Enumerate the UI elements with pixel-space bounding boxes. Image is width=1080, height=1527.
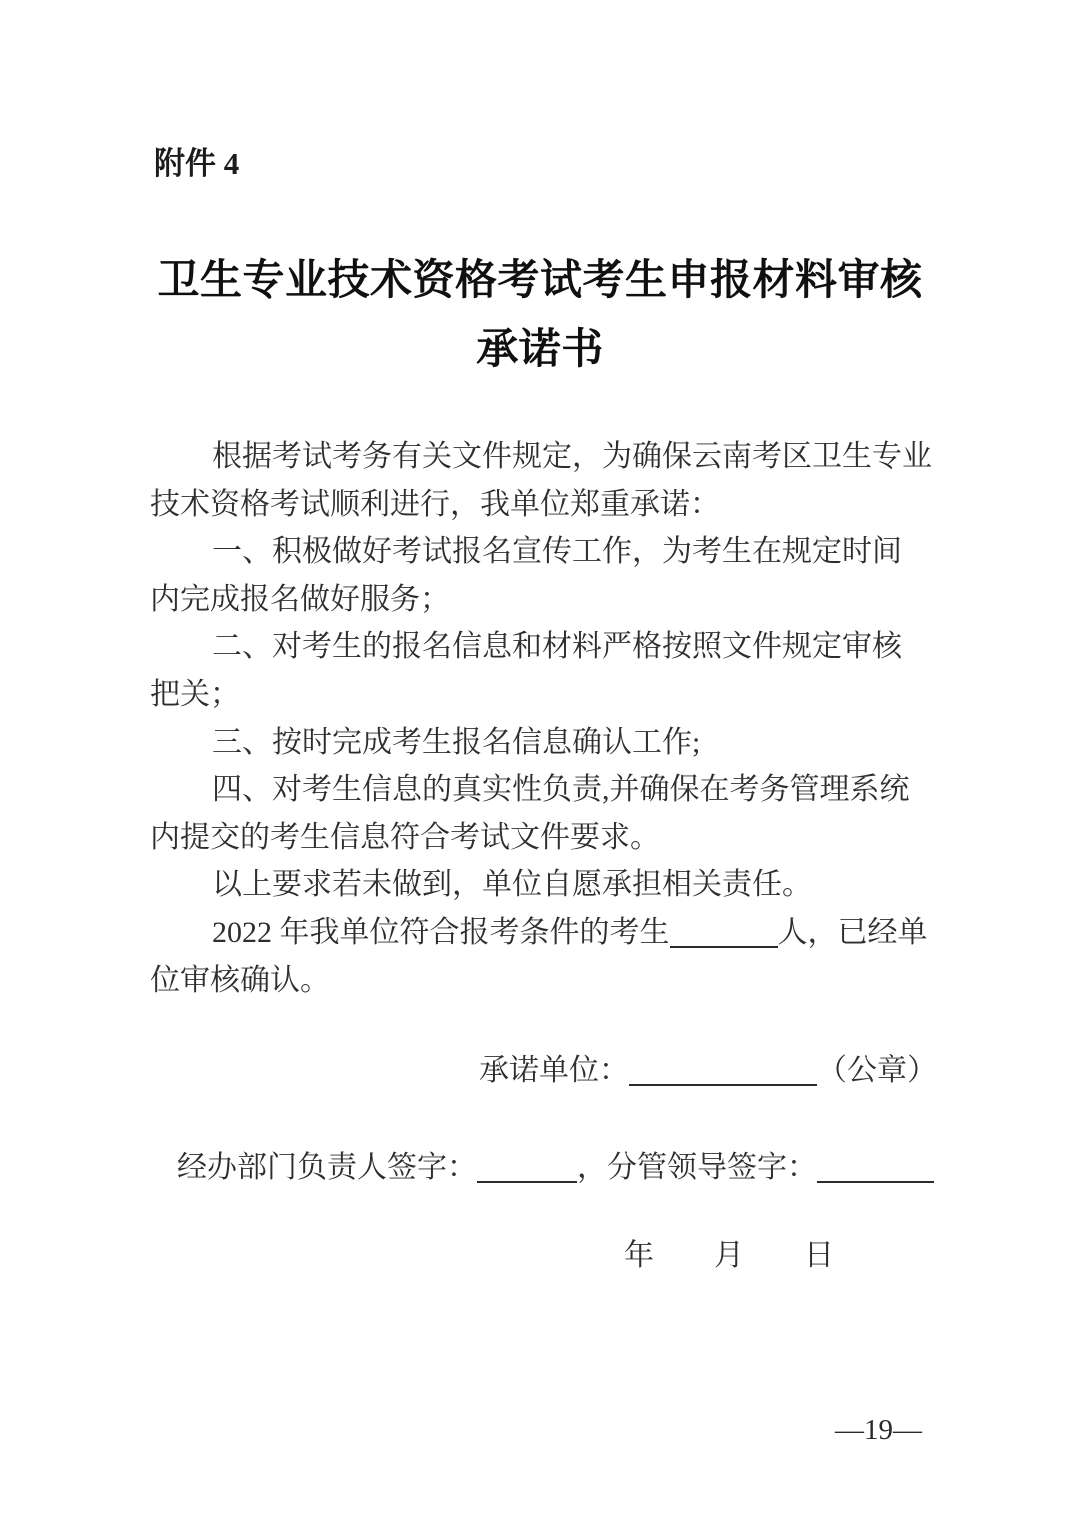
- candidate-count-text-before: 2022 年我单位符合报考条件的考生: [212, 915, 670, 949]
- candidate-count-line: [150, 909, 940, 957]
- signature-separator: ，: [577, 1151, 607, 1184]
- commitment-item-4-line: 四、对考生信息的真实性负责,并确保在考务管理系统: [212, 773, 910, 807]
- official-seal-label: （公章）: [817, 1054, 937, 1087]
- document-body: [150, 433, 940, 1004]
- commitment-item-2-line: 把关；: [150, 677, 240, 711]
- commitment-item-4-line: 内提交的考生信息符合考试文件要求。: [150, 820, 660, 854]
- department-head-label: 经办部门负责人签字：: [177, 1151, 477, 1184]
- page-number: —19—: [835, 1414, 922, 1446]
- leader-label: 分管领导签字：: [607, 1151, 817, 1184]
- commitment-item-2-line: 二、对考生的报名信息和材料严格按照文件规定审核: [212, 630, 902, 664]
- paragraph-line: 技术资格考试顺利进行，我单位郑重承诺：: [150, 487, 720, 521]
- responsibility-line: 以上要求若未做到，单位自愿承担相关责任。: [212, 868, 812, 902]
- title-line-2: 承诺书: [476, 327, 604, 373]
- commitment-item-1-line: 内完成报名做好服务；: [150, 582, 450, 616]
- unit-name-blank: [629, 1070, 817, 1087]
- personnel-signature-line: [177, 1150, 934, 1186]
- leader-signature-blank: [817, 1167, 934, 1184]
- attachment-label: 附件 4: [154, 146, 240, 181]
- paragraph-line: 根据考试考务有关文件规定，为确保云南考区卫生专业: [212, 440, 932, 473]
- unit-signature-line: [479, 1051, 937, 1091]
- document-title: [0, 247, 1080, 385]
- department-head-signature-blank: [477, 1167, 577, 1184]
- candidate-count-text-after: 人，已经单: [777, 915, 928, 949]
- commitment-item-3-line: 三、按时完成考生报名信息确认工作;: [212, 725, 701, 759]
- commitment-item-1-line: 一、积极做好考试报名宣传工作，为考生在规定时间: [212, 535, 902, 569]
- candidate-count-line: 位审核确认。: [150, 963, 330, 997]
- candidate-count-blank: [670, 931, 778, 948]
- date-line: 年 月 日: [624, 1239, 834, 1272]
- title-line-1: 卫生专业技术资格考试考生申报材料审核: [157, 258, 923, 304]
- unit-label: 承诺单位：: [479, 1054, 629, 1087]
